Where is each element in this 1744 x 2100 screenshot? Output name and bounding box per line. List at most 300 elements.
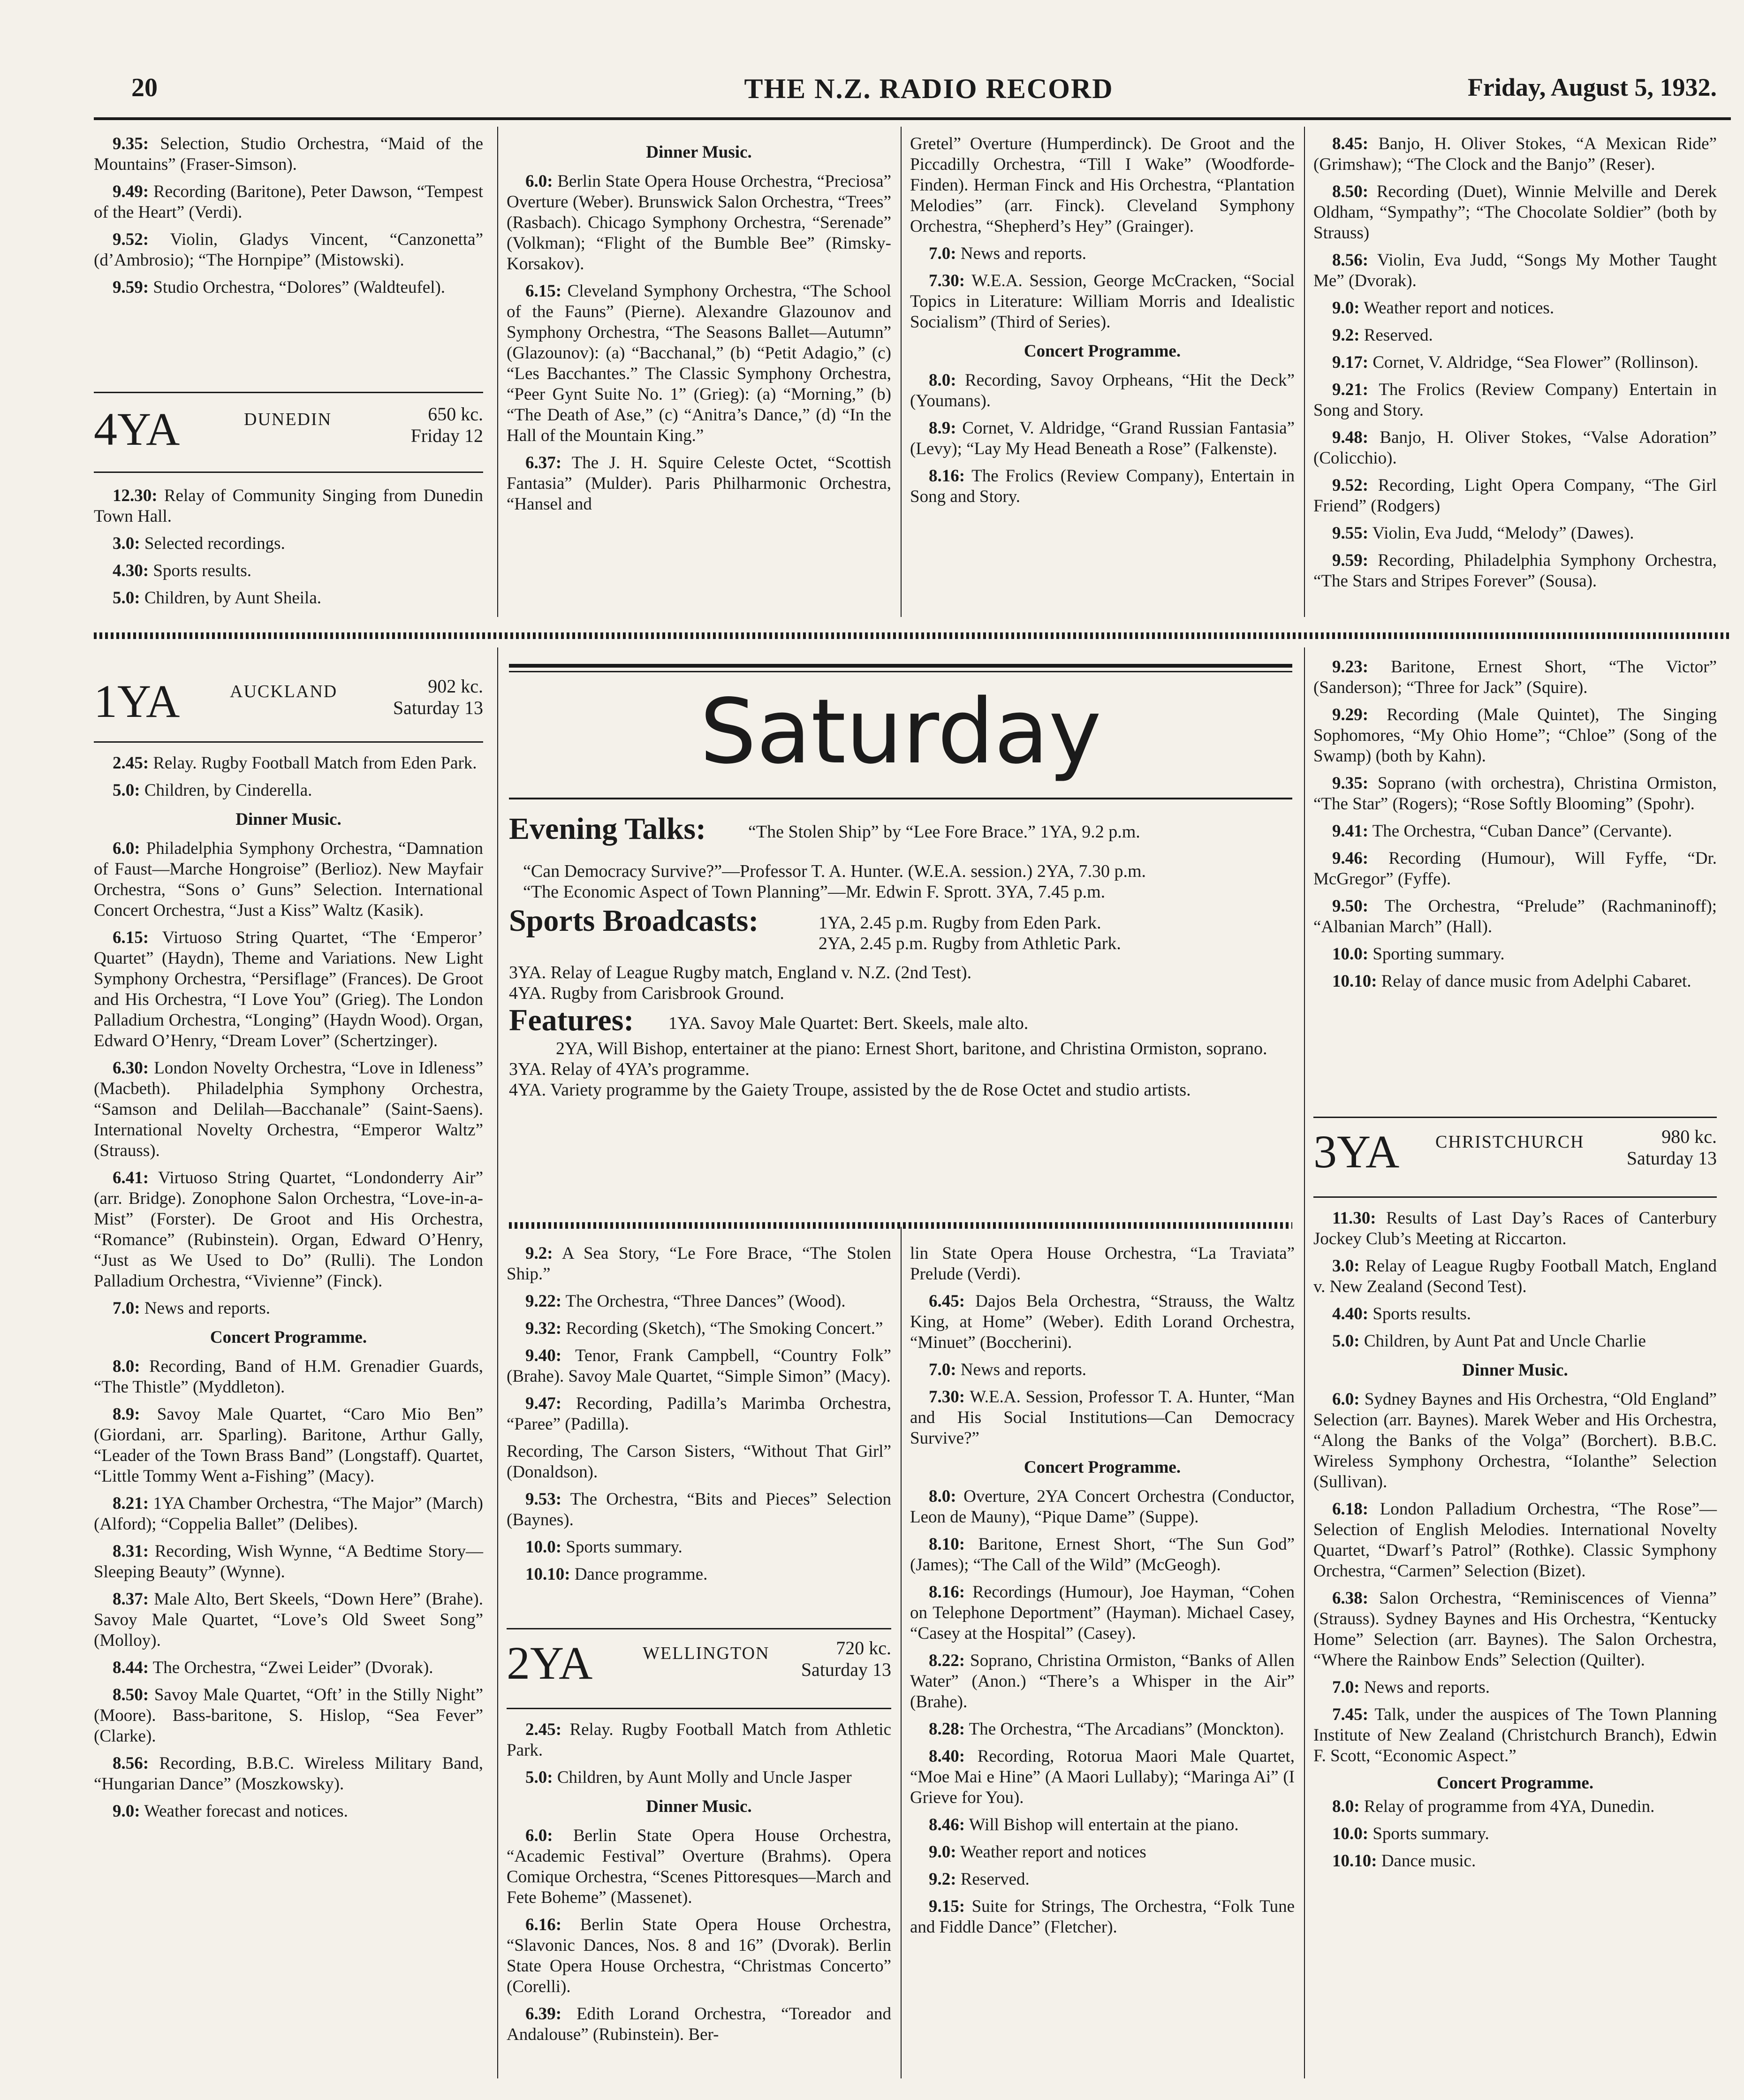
programme-item [1313, 1588, 1717, 1671]
programme-item [94, 229, 483, 271]
programme-item [1313, 773, 1717, 814]
programme-item [94, 1168, 483, 1292]
station-day: Friday 12 [410, 425, 483, 446]
programme-time: 8.46: [929, 1815, 965, 1834]
programme-time: 8.9: [113, 1405, 140, 1424]
programme-time: 9.23: [1332, 657, 1369, 677]
evening-talk-1: “The Stolen Ship” by “Lee Fore Brace.” 1YA, 9.2 p.m. [748, 822, 1140, 842]
station-frequency [1627, 1126, 1717, 1169]
programme-time: 8.56: [113, 1754, 149, 1773]
programme-text: Relay of programme from 4YA, Dunedin. [1364, 1797, 1655, 1816]
programme-text: Children, by Aunt Molly and Uncle Jasper [557, 1768, 852, 1787]
programme-item [1313, 1796, 1717, 1817]
programme-time: 9.35: [113, 134, 149, 153]
programme-time: 9.50: [1332, 897, 1369, 916]
programme-time: 2.45: [525, 1720, 562, 1739]
programme-item [910, 1896, 1295, 1938]
station-city: AUCKLAND [230, 682, 338, 701]
programme-time: 9.59: [113, 278, 149, 297]
day-title: Saturday [699, 680, 1102, 784]
programme-text: Baritone, Ernest Short, “The Sun God” (James); “The Call of the Wild” (McGeogh). [910, 1535, 1295, 1575]
programme-time: 9.55: [1332, 524, 1369, 543]
station-rule [507, 1708, 891, 1709]
programme-text: Berlin State Opera House Orchestra, “Academic Festival” Overture (Brahms). Opera Comique Orchestra, “Scenes Pittoresques—March and Fete Boheme” (Massenet). [507, 1826, 892, 1907]
programme-time: 12.30: [113, 486, 158, 505]
programme-text: Sports results. [153, 561, 252, 580]
programme-text: London Novelty Orchestra, “Love in Idleness” (Macbeth). Philadelphia Symphony Orchestra, “Samson and Delilah—Bacchanale” (Saint-Saens). International Novelty Orchestra, “Emperor Waltz” (Strauss). [94, 1058, 483, 1160]
programme-item [507, 453, 891, 515]
programme-item [94, 1685, 483, 1747]
programme-item [1313, 971, 1717, 992]
station-frequency [411, 403, 483, 447]
programme-item [507, 1915, 891, 1997]
programme-time: 9.49: [113, 182, 149, 201]
programme-item [1313, 550, 1717, 592]
programme-text: Recording, Wish Wynne, “A Bedtime Story—Sleeping Beauty” (Wynne). [94, 1542, 483, 1582]
programme-time: 7.0: [113, 1299, 140, 1318]
programme-item [94, 1493, 483, 1535]
banner-rule [509, 798, 1292, 799]
programme-text: Recording (Sketch), “The Smoking Concert.” [566, 1319, 883, 1338]
station-freq-value: 902 kc. [428, 676, 483, 697]
programme-item [94, 838, 483, 921]
programme-time: 6.30: [113, 1058, 149, 1078]
programme-time: 9.46: [1332, 849, 1369, 868]
programme-time: 8.37: [113, 1590, 149, 1609]
programme-text: Berlin State Opera House Orchestra, “Preciosa” Overture (Weber). Brunswick Salon Orchestra, “Trees” (Rasbach). Chicago Symphony Orchestra, “Serenade” (Volkman); “Flight of the Bumble Bee” (Rimsky-Korsakov). [507, 172, 891, 274]
programme-item [1313, 821, 1717, 842]
programme-time: 9.52: [1332, 476, 1369, 495]
programme-time: 9.2: [525, 1244, 553, 1263]
programme-text: Recording, The Carson Sisters, “Without That Girl” (Donaldson). [507, 1442, 891, 1482]
programme-time: 9.22: [525, 1292, 562, 1311]
programme-item [1313, 1304, 1717, 1324]
programme-text: Recording, Padilla’s Marimba Orchestra, “Paree” (Padilla). [507, 1394, 892, 1434]
programme-time: 8.0: [929, 371, 956, 390]
programme-text: Talk, under the auspices of The Town Planning Institute of New Zealand (Christchurch Branch), Edwin F. Scott, “Economic Aspect.” [1313, 1705, 1717, 1765]
programme-item [910, 1746, 1295, 1808]
programme-text: Savoy Male Quartet, “Caro Mio Ben” (Giordani, arr. Sparling). Baritone, Arthur Gally, “Leader of the Town Brass Band” (Longstaff). Quartet, “Little Tommy Went a-Fishing” (Macy). [94, 1405, 483, 1486]
programme-time: 10.0: [1332, 1824, 1369, 1843]
programme-text: Recording, Band of H.M. Grenadier Guards, “The Thistle” (Myddleton). [94, 1357, 483, 1397]
programme-text: lin State Opera House Orchestra, “La Traviata” Prelude (Verdi). [910, 1244, 1295, 1284]
programme-text: Sydney Baynes and His Orchestra, “Old England” Selection (arr. Baynes). Marek Weber and His Orchestra, “Along the Banks of the Volga” (Borchert). B.B.C. Wireless Symphony Orchestra, “Iolanthe” Selection (Sullivan). [1313, 1390, 1717, 1491]
programme-text: Overture, 2YA Concert Orchestra (Conductor, Leon de Mauny), “Pique Dame” (Suppe). [910, 1487, 1295, 1527]
programme-item [1313, 325, 1717, 346]
programme-item [94, 1298, 483, 1319]
programme-text: Recording, Light Opera Company, “The Girl Friend” (Rodgers) [1313, 476, 1717, 516]
programme-text: Relay of League Rugby Football Match, England v. New Zealand (Second Test). [1313, 1256, 1717, 1296]
programme-item [94, 277, 483, 298]
programme-item [94, 928, 483, 1051]
programme-item [910, 1534, 1295, 1575]
programme-item [94, 1404, 483, 1487]
sports-broadcasts-label: Sports Broadcasts: [509, 904, 759, 938]
column-1-1ya [94, 753, 483, 1828]
programme-time: 8.50: [1332, 182, 1369, 201]
station-rule [1313, 1196, 1717, 1198]
programme-text: Selected recordings. [144, 534, 285, 553]
programme-time: 9.32: [525, 1319, 562, 1338]
programme-item [910, 243, 1295, 264]
programme-item [1313, 848, 1717, 890]
programme-item [910, 418, 1295, 459]
programme-text: Male Alto, Bert Skeels, “Down Here” (Brahe). Savoy Male Quartet, “Love’s Old Sweet Song” (Molloy). [94, 1590, 483, 1650]
programme-text: Virtuoso String Quartet, “Londonderry Air” (arr. Bridge). Zonophone Salon Orchestra, “Love-in-a-Mist” (Forster). De Groot and His Orchestra, “Romance” (Rubinstein). Organ, Edward O’Henry, “Just as We Used to Do” (Rulli). The London Palladium Orchestra, “Vivienne” (Finck). [94, 1168, 483, 1291]
programme-item [910, 134, 1295, 237]
programme-item [507, 171, 891, 274]
programme-time: 8.9: [929, 418, 956, 438]
programme-item [910, 1291, 1295, 1353]
station-block-4ya [94, 403, 483, 464]
programme-item [910, 1719, 1295, 1740]
programme-item [910, 1869, 1295, 1890]
programme-time: 10.10: [1332, 972, 1377, 991]
programme-time: 10.10: [525, 1565, 570, 1584]
programme-text: Suite for Strings, The Orchestra, “Folk Tune and Fiddle Dance” (Fletcher). [910, 1897, 1295, 1937]
programme-time: 10.0: [1332, 944, 1369, 964]
programme-item [1313, 182, 1717, 243]
station-block-1ya [94, 676, 483, 737]
programme-text: Sporting summary. [1372, 944, 1505, 964]
station-call-sign: 3YA [1313, 1126, 1400, 1178]
concert-programme-heading: Concert Programme. [210, 1328, 367, 1347]
dinner-music-heading: Dinner Music. [646, 1797, 752, 1816]
station-frequency [801, 1637, 891, 1681]
programme-time: 5.0: [113, 781, 140, 800]
programme-item [94, 1753, 483, 1795]
programme-item [1313, 427, 1717, 469]
station-city: WELLINGTON [643, 1643, 770, 1663]
programme-text: Soprano, Christina Ormiston, “Banks of Allen Water” (Anon.) “There’s a Whisper in the Air” (Brahe). [910, 1651, 1295, 1712]
programme-text: News and reports. [144, 1299, 271, 1318]
station-day: Saturday 13 [801, 1659, 891, 1680]
station-rule [94, 392, 483, 393]
programme-text: Baritone, Ernest Short, “The Victor” (Sanderson); “Three for Jack” (Squire). [1313, 657, 1717, 697]
programme-text: 1YA Chamber Orchestra, “The Major” (March) (Alford); “Coppelia Ballet” (Delibes). [94, 1494, 483, 1534]
programme-text: Recording, Philadelphia Symphony Orchestra, “The Stars and Stripes Forever” (Sousa). [1313, 551, 1717, 591]
feature-3: 3YA. Relay of 4YA’s programme. [509, 1059, 750, 1079]
station-city: CHRISTCHURCH [1435, 1132, 1585, 1152]
programme-item [507, 2004, 891, 2045]
programme-time: 9.2: [929, 1870, 956, 1889]
feature-2: 2YA, Will Bishop, entertainer at the piano: Ernest Short, baritone, and Christina Ormiston, soprano. [556, 1039, 1267, 1058]
programme-time: 9.0: [113, 1802, 140, 1821]
programme-text: News and reports. [960, 1360, 1087, 1379]
programme-time: 6.0: [1332, 1390, 1360, 1409]
programme-text: The Orchestra, “Bits and Pieces” Selection (Baynes). [507, 1490, 891, 1529]
programme-item [507, 1291, 891, 1312]
programme-time: 4.40: [1332, 1304, 1369, 1324]
programme-time: 7.0: [929, 244, 956, 263]
programme-time: 9.40: [525, 1346, 562, 1365]
programme-time: 9.0: [1332, 298, 1360, 318]
programme-text: Violin, Eva Judd, “Songs My Mother Taught Me” (Dvorak). [1313, 251, 1717, 290]
programme-text: The Orchestra, “The Arcadians” (Monckton). [969, 1720, 1284, 1739]
programme-item [1313, 1499, 1717, 1582]
programme-time: 6.18: [1332, 1499, 1369, 1519]
programme-item [1313, 250, 1717, 291]
programme-item [1313, 896, 1717, 937]
programme-text: W.E.A. Session, George McCracken, “Social Topics in Literature: William Morris and Idealistic Socialism” (Third of Series). [910, 271, 1295, 332]
page-number: 20 [131, 73, 158, 102]
sports-broadcasts-row [509, 904, 1302, 953]
programme-time: 5.0: [113, 588, 140, 608]
programme-time: 5.0: [525, 1768, 553, 1787]
concert-programme-heading: Concert Programme. [1024, 1458, 1181, 1477]
feature-4: 4YA. Variety programme by the Gaiety Troupe, assisted by the de Rose Octet and studio artists. [509, 1080, 1191, 1100]
programme-time: 7.0: [929, 1360, 956, 1379]
programme-time: 6.15: [113, 928, 149, 947]
programme-text: Dajos Bela Orchestra, “Strauss, the Waltz King, at Home” (Weber). Edith Lorand Orchestra, “Minuet” (Boccherini). [910, 1292, 1295, 1352]
programme-text: News and reports. [1364, 1678, 1490, 1697]
programme-time: 9.52: [113, 230, 149, 249]
programme-time: 5.0: [1332, 1332, 1360, 1351]
page-header [127, 73, 1731, 110]
column-rule [497, 647, 498, 2078]
programme-text: Sports results. [1372, 1304, 1471, 1324]
programme-item [910, 1486, 1295, 1528]
programme-item [1313, 1824, 1717, 1844]
programme-item [1313, 1851, 1717, 1872]
banner-rule [509, 671, 1292, 672]
station-rule [1313, 1117, 1717, 1118]
programme-time: 8.28: [929, 1720, 965, 1739]
programme-item [94, 1589, 483, 1651]
station-city: DUNEDIN [244, 410, 332, 429]
programme-item [507, 1489, 891, 1530]
programme-text: Weather report and notices [960, 1842, 1146, 1862]
programme-item [1313, 705, 1717, 767]
programme-time: 7.30: [929, 1387, 965, 1407]
programme-text: A Sea Story, “Le Fore Brace, “The Stolen Ship.” [507, 1244, 891, 1284]
programme-item [507, 1720, 891, 1761]
programme-text: The Orchestra, “Cuban Dance” (Cervante). [1372, 822, 1672, 841]
feature-1: 1YA. Savoy Male Quartet: Bert. Skeels, male alto. [668, 1013, 1029, 1033]
programme-item [910, 1387, 1295, 1449]
programme-item [910, 271, 1295, 333]
programme-time: 8.0: [113, 1357, 140, 1376]
programme-time: 9.47: [525, 1394, 562, 1413]
sports-broadcast-1: 1YA, 2.45 p.m. Rugby from Eden Park. [819, 913, 1101, 933]
station-frequency [393, 676, 483, 719]
programme-item [94, 780, 483, 801]
station-freq-value: 720 kc. [836, 1637, 891, 1659]
programme-time: 8.10: [929, 1535, 965, 1554]
publication-title: THE N.Z. RADIO RECORD [744, 73, 1114, 104]
programme-time: 10.10: [1332, 1851, 1377, 1871]
programme-time: 6.0: [525, 1826, 553, 1845]
programme-time: 9.59: [1332, 551, 1369, 570]
programme-item [507, 1767, 891, 1788]
programme-text: Savoy Male Quartet, “Oft’ in the Stilly Night” (Moore). Bass-baritone, S. Hislop, “Sea Fever” (Clarke). [94, 1685, 483, 1746]
programme-text: News and reports. [960, 244, 1087, 263]
programme-item [507, 1346, 891, 1387]
programme-text: Relay. Rugby Football Match from Eden Park. [153, 753, 477, 773]
programme-text: Salon Orchestra, “Reminiscences of Vienna” (Strauss). Sydney Baynes and His Orchestra, “Kentucky Home” Selection (arr. Baynes). The Salon Orchestra, “Where the Rainbow Ends” Selection (Quilter). [1313, 1589, 1717, 1670]
programme-text: Recording, B.B.C. Wireless Military Band, “Hungarian Dance” (Moszkowsky). [94, 1754, 483, 1794]
programme-time: 8.16: [929, 466, 965, 486]
programme-text: Recording (Male Quintet), The Singing Sophomores, “My Ohio Home”; “Chloe” (Song of the Swamp) (both by Kahn). [1313, 705, 1717, 766]
station-call-sign: 2YA [507, 1637, 593, 1689]
programme-text: Edith Lorand Orchestra, “Toreador and Andalouse” (Rubinstein). Ber- [507, 2004, 891, 2044]
programme-time: 8.0: [1332, 1797, 1360, 1816]
programme-text: Banjo, H. Oliver Stokes, “A Mexican Ride” (Grimshaw); “The Clock and the Banjo” (Reser). [1313, 134, 1717, 174]
column-2-top [507, 134, 891, 521]
programme-item [1313, 1389, 1717, 1492]
programme-text: The J. H. Squire Celeste Octet, “Scottish Fantasia” (Mulder). Paris Philharmonic Orchestra, “Hansel and [507, 453, 891, 514]
evening-talk-2: “Can Democracy Survive?”—Professor T. A. Hunter. (W.E.A. session.) 2YA, 7.30 p.m. [523, 861, 1146, 881]
column-2-2ya [507, 1720, 891, 2052]
column-rule [1304, 127, 1305, 617]
features-row [509, 1003, 1302, 1038]
programme-item [1313, 1208, 1717, 1249]
programme-time: 8.22: [929, 1651, 965, 1670]
programme-time: 6.16: [525, 1915, 562, 1934]
programme-time: 9.17: [1332, 353, 1369, 372]
programme-time: 3.0: [1332, 1256, 1360, 1276]
station-call-sign: 1YA [94, 675, 180, 727]
programme-time: 6.39: [525, 2004, 562, 2024]
programme-text: The Orchestra, “Zwei Leider” (Dvorak). [152, 1658, 433, 1677]
programme-item [1313, 944, 1717, 965]
programme-text: Will Bishop will entertain at the piano. [969, 1815, 1239, 1834]
programme-text: Berlin State Opera House Orchestra, “Slavonic Dances, Nos. 8 and 16” (Dvorak). Berlin State Opera House Orchestra, “Christmas Concerto” (Corelli). [507, 1915, 892, 1996]
programme-text: Relay. Rugby Football Match from Athletic Park. [507, 1720, 891, 1760]
programme-item [910, 1815, 1295, 1835]
programme-time: 6.15: [525, 282, 562, 301]
programme-text: Recordings (Humour), Joe Hayman, “Cohen on Telephone Deportment” (Hayman). Michael Casey, “Casey at the Hospital” (Casey). [910, 1583, 1295, 1643]
programme-text: Weather report and notices. [1364, 298, 1554, 318]
sports-broadcast-3: 3YA. Relay of League Rugby match, England v. N.Z. (2nd Test). [509, 963, 972, 982]
column-rule [1304, 647, 1305, 2078]
programme-text: London Palladium Orchestra, “The Rose”—Selection of English Melodies. International Novelty Quartet, “Dwarf’s Patrol” (Rothke). Classic Symphony Orchestra, “Carmen” Selection (Bizet). [1313, 1499, 1717, 1581]
programme-item [1313, 298, 1717, 319]
dinner-music-heading: Dinner Music. [646, 143, 752, 162]
programme-item [94, 588, 483, 609]
programme-text: Recording (Duet), Winnie Melville and Derek Oldham, “Sympathy”; “The Chocolate Soldier” (both by Strauss) [1313, 182, 1717, 243]
station-block-2ya [507, 1637, 891, 1698]
programme-item [94, 1058, 483, 1161]
programme-time: 4.30: [113, 561, 149, 580]
programme-time: 9.53: [525, 1490, 562, 1509]
programme-time: 9.21: [1332, 380, 1369, 399]
programme-time: 6.41: [113, 1168, 149, 1187]
programme-item [910, 1651, 1295, 1712]
programme-item [1313, 523, 1717, 544]
banner-rule [509, 664, 1292, 668]
dinner-music-heading: Dinner Music. [1462, 1361, 1568, 1380]
issue-date: Friday, August 5, 1932. [1467, 73, 1717, 101]
programme-text: Gretel” Overture (Humperdinck). De Groot and the Piccadilly Orchestra, “Till I Wake” (Woodforde-Finden). Herman Finck and His Orchestra, “Plantation Melodies” (arr. Finck). Cleveland Symphony Orchestra, “Shepherd’s Hey” (Grainger). [910, 134, 1295, 236]
programme-item [94, 1658, 483, 1678]
programme-item [94, 753, 483, 774]
features-label: Features: [509, 1003, 634, 1037]
programme-item [507, 1393, 891, 1435]
programme-time: 9.0: [929, 1842, 956, 1862]
programme-text: Relay of Community Singing from Dunedin Town Hall. [94, 486, 484, 526]
programme-text: Recording, Rotorua Maori Male Quartet, “Moe Mai e Hine” (A Maori Lullaby); “Maringa Ai” (I Grieve for You). [910, 1747, 1295, 1807]
programme-time: 8.0: [929, 1487, 956, 1506]
programme-time: 6.0: [525, 172, 553, 191]
station-rule [507, 1628, 891, 1629]
column-rule [497, 127, 498, 617]
dinner-music-heading: Dinner Music. [235, 810, 341, 829]
programme-item [910, 466, 1295, 507]
station-freq-value: 650 kc. [428, 403, 483, 425]
programme-time: 10.0: [525, 1537, 562, 1557]
programme-item [507, 1564, 891, 1585]
programme-time: 8.40: [929, 1747, 965, 1766]
programme-text: Children, by Aunt Pat and Uncle Charlie [1364, 1332, 1646, 1351]
programme-time: 7.45: [1332, 1705, 1369, 1724]
programme-text: Children, by Aunt Sheila. [144, 588, 322, 608]
station-day: Saturday 13 [1626, 1148, 1717, 1169]
programme-time: 6.37: [525, 453, 562, 472]
station-block-3ya [1313, 1126, 1717, 1187]
programme-text: Recording, Savoy Orpheans, “Hit the Deck” (Youmans). [910, 371, 1295, 411]
programme-text: Violin, Eva Judd, “Melody” (Dawes). [1372, 524, 1634, 543]
programme-text: Philadelphia Symphony Orchestra, “Damnation of Faust—Marche Hongroise” (Berlioz). New Mayfair Orchestra, “Sons o’ Guns” Selection. International Concert Orchestra, “Just a Kiss” Waltz (Kasik). [94, 839, 483, 920]
programme-item [94, 533, 483, 554]
programme-time: 9.2: [1332, 326, 1360, 345]
highlights-box [509, 812, 1302, 1100]
programme-item [94, 561, 483, 581]
column-1-4ya [94, 486, 483, 615]
station-rule [94, 741, 483, 743]
programme-text: Soprano (with orchestra), Christina Ormiston, “The Star” (Rogers); “Rose Softly Blooming” (Spohr). [1313, 774, 1717, 814]
programme-text: Selection, Studio Orchestra, “Maid of the Mountains” (Fraser-Simson). [94, 134, 483, 174]
programme-text: Cornet, V. Aldridge, “Grand Russian Fantasia” (Levy); “Lay My Head Beneath a Rose” (Falkenste). [910, 418, 1295, 458]
column-4-mid [1313, 657, 1717, 998]
programme-text: The Orchestra, “Prelude” (Rachmaninoff); “Albanian March” (Hall). [1313, 897, 1717, 936]
station-call-sign: 4YA [94, 403, 180, 455]
programme-text: Sports summary. [1372, 1824, 1489, 1843]
programme-text: Results of Last Day’s Races of Canterbury Jockey Club’s Meeting at Riccarton. [1313, 1209, 1717, 1248]
programme-item [94, 1801, 483, 1822]
sports-broadcast-4: 4YA. Rugby from Carisbrook Ground. [509, 983, 784, 1003]
column-rule [901, 1227, 902, 2078]
evening-talks-label: Evening Talks: [509, 812, 706, 846]
programme-time: 3.0: [113, 534, 140, 553]
programme-text: Sports summary. [566, 1537, 682, 1557]
programme-time: 8.45: [1332, 134, 1369, 153]
station-day: Saturday 13 [393, 697, 483, 718]
programme-item [1313, 352, 1717, 373]
programme-item [94, 1541, 483, 1583]
programme-time: 8.16: [929, 1583, 965, 1602]
column-2-mid [507, 1243, 891, 1591]
programme-item [507, 1243, 891, 1285]
programme-item [94, 182, 483, 223]
programme-text: Dance music. [1381, 1851, 1476, 1871]
programme-item [94, 486, 483, 527]
programme-text: W.E.A. Session, Professor T. A. Hunter, “Man and His Social Institutions—Can Democracy Survive?” [910, 1387, 1295, 1448]
programme-text: Weather forecast and notices. [144, 1802, 348, 1821]
programme-time: 9.35: [1332, 774, 1369, 793]
programme-text: Studio Orchestra, “Dolores” (Waldteufel). [153, 278, 446, 297]
station-rule [94, 472, 483, 473]
programme-item [507, 1826, 891, 1908]
programme-time: 8.44: [113, 1658, 149, 1677]
programme-item [1313, 134, 1717, 175]
programme-time: 6.38: [1332, 1589, 1369, 1608]
column-1-top [94, 134, 483, 304]
programme-time: 8.50: [113, 1685, 149, 1704]
programme-item [1313, 657, 1717, 698]
programme-item [1313, 1677, 1717, 1698]
programme-item [910, 1360, 1295, 1380]
